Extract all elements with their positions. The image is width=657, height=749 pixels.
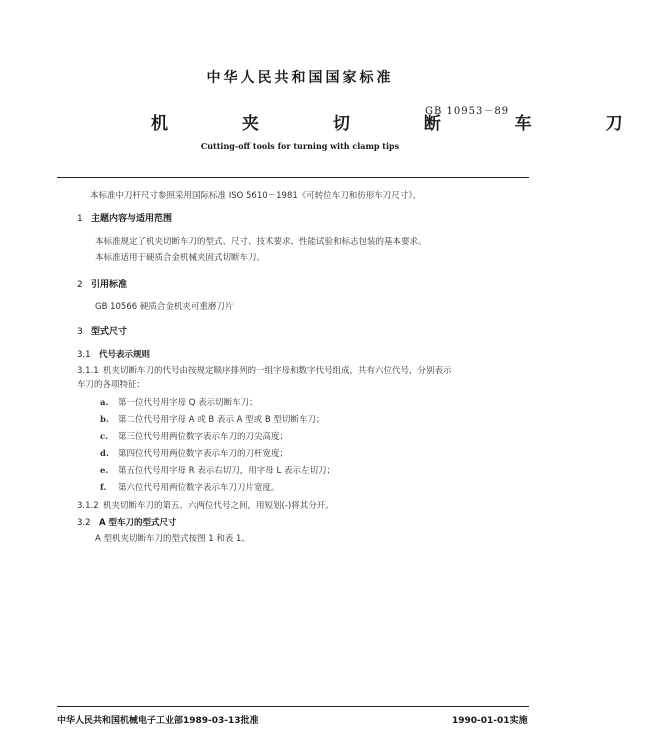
item-text: 第四位代号用两位数字表示车刀的刀杆宽度； (118, 449, 289, 459)
subsection-title: A 型车刀的型式尺寸 (99, 518, 177, 528)
item-text: 第六位代号用两位数字表示车刀刀片宽度。 (118, 483, 280, 493)
section-title: 引用标准 (91, 280, 128, 290)
item-marker: e. (100, 466, 109, 476)
item-text: 第五位代号用字母 R 表示右切刀，用字母 L 表示左切刀； (118, 466, 335, 476)
clause-number: 3.1.1 (77, 366, 99, 376)
reference-standard: GB 10566 硬质合金机夹可重磨刀片 (95, 302, 234, 312)
item-marker: d. (100, 449, 109, 459)
item-marker: c. (100, 432, 109, 442)
section-number: 3 (77, 327, 83, 337)
clause-text: 机夹切断车刀的第五、六两位代号之间，用短划(-)将其分开。 (103, 501, 334, 511)
subsection-3-2-text: A 型机夹切断车刀的型式按图 1 和表 1。 (95, 534, 250, 544)
section-number: 1 (77, 214, 83, 224)
list-item (100, 413, 324, 425)
section-1-para-2: 本标准适用于硬质合金机械夹固式切断车刀。 (95, 253, 266, 263)
subsection-3-1-heading (77, 348, 150, 360)
document-title-english: Cutting-off tools for turning with clamp tips (200, 141, 400, 151)
clause-3-1-2 (77, 499, 334, 511)
top-rule (57, 177, 529, 178)
section-title: 主题内容与适用范围 (91, 214, 173, 224)
section-title: 型式尺寸 (91, 327, 128, 337)
section-number: 2 (77, 280, 83, 290)
section-2-heading (77, 277, 127, 290)
subsection-3-2-heading (77, 516, 177, 528)
item-marker: b. (100, 415, 109, 425)
section-3-heading (77, 324, 127, 337)
clause-text: 机夹切断车刀的代号由按规定顺序排列的一组字母和数字代号组成，共有六位代号，分别表示 (103, 366, 452, 376)
subsection-number: 3.1 (77, 350, 91, 360)
item-text: 第三位代号用两位数字表示车刀的刀尖高度； (118, 432, 289, 442)
national-standard-heading: 中华人民共和国国家标准 (206, 70, 394, 86)
effective-date: 1990-01-01实施 (452, 716, 528, 726)
subsection-number: 3.2 (77, 518, 91, 528)
bottom-rule (57, 706, 529, 707)
list-item (100, 396, 258, 408)
clause-number: 3.1.2 (77, 501, 99, 511)
subsection-title: 代号表示规则 (99, 350, 151, 360)
item-marker: a. (100, 398, 109, 408)
item-marker: f. (100, 483, 107, 493)
list-item (100, 430, 288, 442)
list-item (100, 464, 335, 476)
clause-3-1-1-line-1 (77, 364, 452, 376)
document-title: 机 夹 切 断 车 刀 (151, 114, 657, 134)
list-item (100, 481, 280, 493)
list-item (100, 447, 288, 459)
item-text: 第一位代号用字母 Q 表示切断车刀； (118, 398, 258, 408)
clause-3-1-1-line-2: 车刀的各项特征： (77, 380, 146, 390)
approval-line: 中华人民共和国机械电子工业部1989-03-13批准 (57, 716, 259, 726)
item-text: 第二位代号用字母 A 或 B 表示 A 型或 B 型切断车刀； (118, 415, 325, 425)
intro-paragraph: 本标准中刀杆尺寸参照采用国际标准 ISO 5610－1981《可转位车刀和仿形车刀尺寸》。 (90, 191, 422, 201)
section-1-para-1: 本标准规定了机夹切断车刀的型式、尺寸、技术要求、性能试验和标志包装的基本要求。 (95, 237, 427, 247)
section-1-heading (77, 211, 172, 224)
standard-number: GB 10953－89 (425, 106, 510, 117)
